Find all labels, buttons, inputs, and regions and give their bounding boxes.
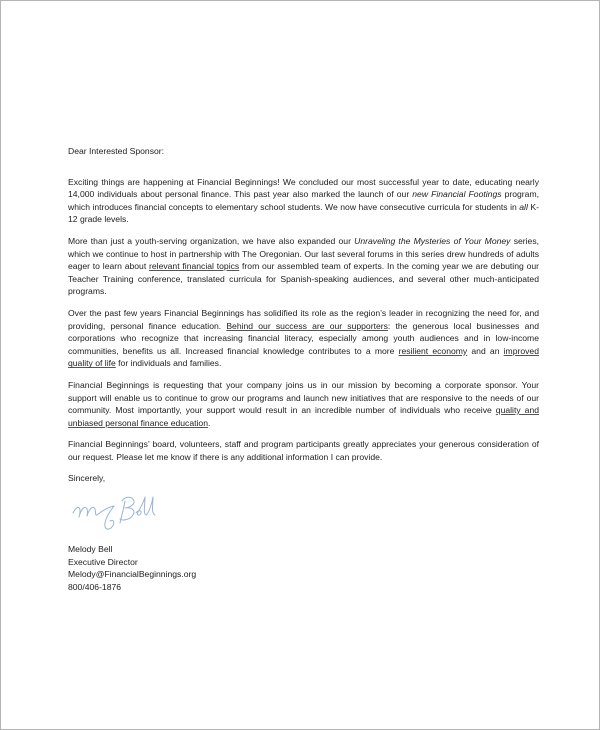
- paragraph-5: [68, 438, 539, 463]
- signer-title: Executive Director: [68, 556, 138, 567]
- link-finance-education[interactable]: quality and unbiased personal finance education: [68, 405, 539, 428]
- letter-body: [68, 145, 539, 593]
- signature-icon: [70, 493, 180, 535]
- text: .: [208, 417, 211, 428]
- signer-name: Melody Bell: [68, 544, 113, 555]
- series-name: Unraveling the Mysteries of Your Money: [354, 235, 511, 246]
- text: from our assembled team of experts. In the coming year we are debuting our Teacher Training conference, translated curricula for Spanish-speaking audiences, and several other much-anticipated programs.: [68, 261, 539, 297]
- text: and an: [467, 345, 504, 356]
- signer-email[interactable]: Melody@FinancialBeginnings.org: [68, 569, 197, 580]
- link-relevant-financial-topics[interactable]: relevant financial topics: [149, 261, 240, 272]
- paragraph-1: [68, 176, 539, 226]
- link-quality-of-life[interactable]: improved quality of life: [68, 345, 539, 369]
- paragraph-4: [68, 379, 539, 429]
- text: : the generous local businesses and corporations who recognize that increasing financial literacy, especially among youth audiences and in low-income communities, benefits us all. Increased financial knowledge contributes to a more: [68, 320, 539, 356]
- text: K-12 grade levels.: [68, 201, 539, 225]
- signer-phone: 800/406-1876: [68, 581, 122, 592]
- paragraph-2: [68, 235, 539, 298]
- text: Over the past few years Financial Beginnings has solidified its role as the region’s leader in recognizing the need for, and providing, personal finance education.: [68, 307, 539, 331]
- text: Financial Beginnings’ board, volunteers, staff and program participants greatly appreciates your generous consideration of our request. Please let me know if there is any additional information I can provide.: [68, 439, 539, 462]
- link-supporters[interactable]: Behind our success are our supporters: [226, 320, 388, 331]
- salutation: Dear Interested Sponsor:: [68, 146, 165, 156]
- closing: Sincerely,: [68, 473, 106, 484]
- text: More than just a youth-serving organization, we have also expanded our: [68, 235, 355, 246]
- link-resilient-economy[interactable]: resilient economy: [398, 345, 468, 356]
- text: series, which we continue to host in partnership with The Oregonian. Our last several forums in this series drew hundreds of adults eager to learn about: [68, 235, 540, 272]
- text: program, which introduces financial concepts to elementary school students. We now have consecutive curricula for students in: [68, 189, 539, 212]
- text: Financial Beginnings is requesting that your company joins us in our mission by becoming a corporate sponsor. Your support will enable us to continue to grow our programs and launch new initiatives that are responsive to the needs of our community. Most importantly, your support would result in an incredible number of individuals who receive: [68, 379, 539, 416]
- emphasis: all: [519, 201, 528, 212]
- text: Exciting things are happening at Financial Beginnings! We concluded our most successful year to date, educating nearly 14,000 individuals about personal finance. This past year also marked the launch of our: [68, 176, 539, 200]
- paragraph-3: [68, 307, 539, 370]
- text: for individuals and families.: [115, 358, 222, 369]
- program-name: new Financial Footings: [412, 189, 502, 200]
- signer-details: [68, 543, 539, 593]
